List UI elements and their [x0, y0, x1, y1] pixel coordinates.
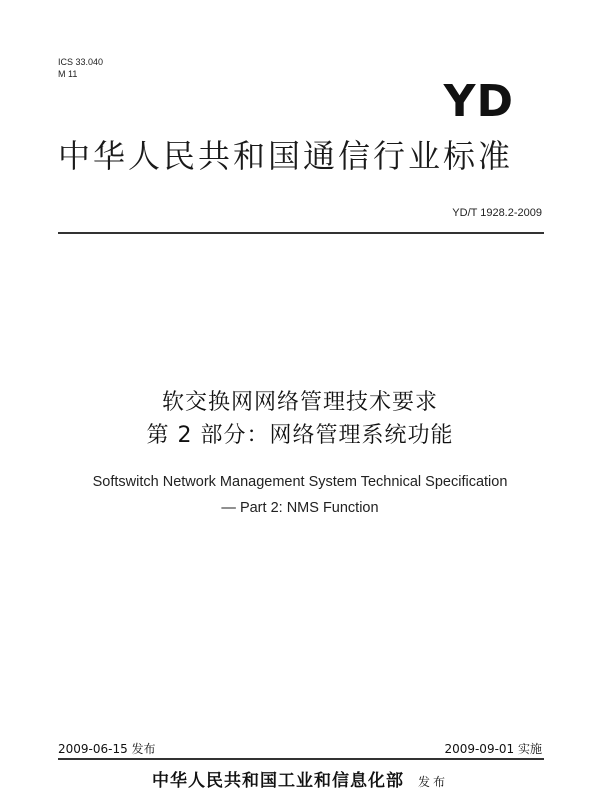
- industry-standard-title: 中华人民共和国通信行业标准: [58, 137, 514, 175]
- ics-code: [58, 56, 103, 80]
- chinese-title-line2: 第 2 部分：网络管理系统功能: [146, 423, 454, 448]
- english-title-line2: — Part 2: NMS Function: [221, 500, 379, 516]
- issuer-suffix: 发布: [417, 775, 448, 789]
- classification-code: M 11: [58, 69, 78, 79]
- english-title-line1: Softswitch Network Management System Technical Specification: [92, 474, 508, 490]
- yd-logo: YD: [443, 76, 514, 127]
- chinese-title-line1: 软交换网网络管理技术要求: [161, 390, 438, 415]
- ics-number: ICS 33.040: [58, 57, 104, 67]
- header-divider: [58, 232, 544, 234]
- issuer-line: [0, 766, 600, 791]
- standard-number: YD/T 1928.2-2009: [452, 207, 542, 219]
- footer-divider: [58, 758, 544, 760]
- implement-date: 2009-09-01 实施: [444, 742, 542, 756]
- issuer-name: 中华人民共和国工业和信息化部: [151, 771, 404, 791]
- publish-date: 2009-06-15 发布: [58, 742, 156, 756]
